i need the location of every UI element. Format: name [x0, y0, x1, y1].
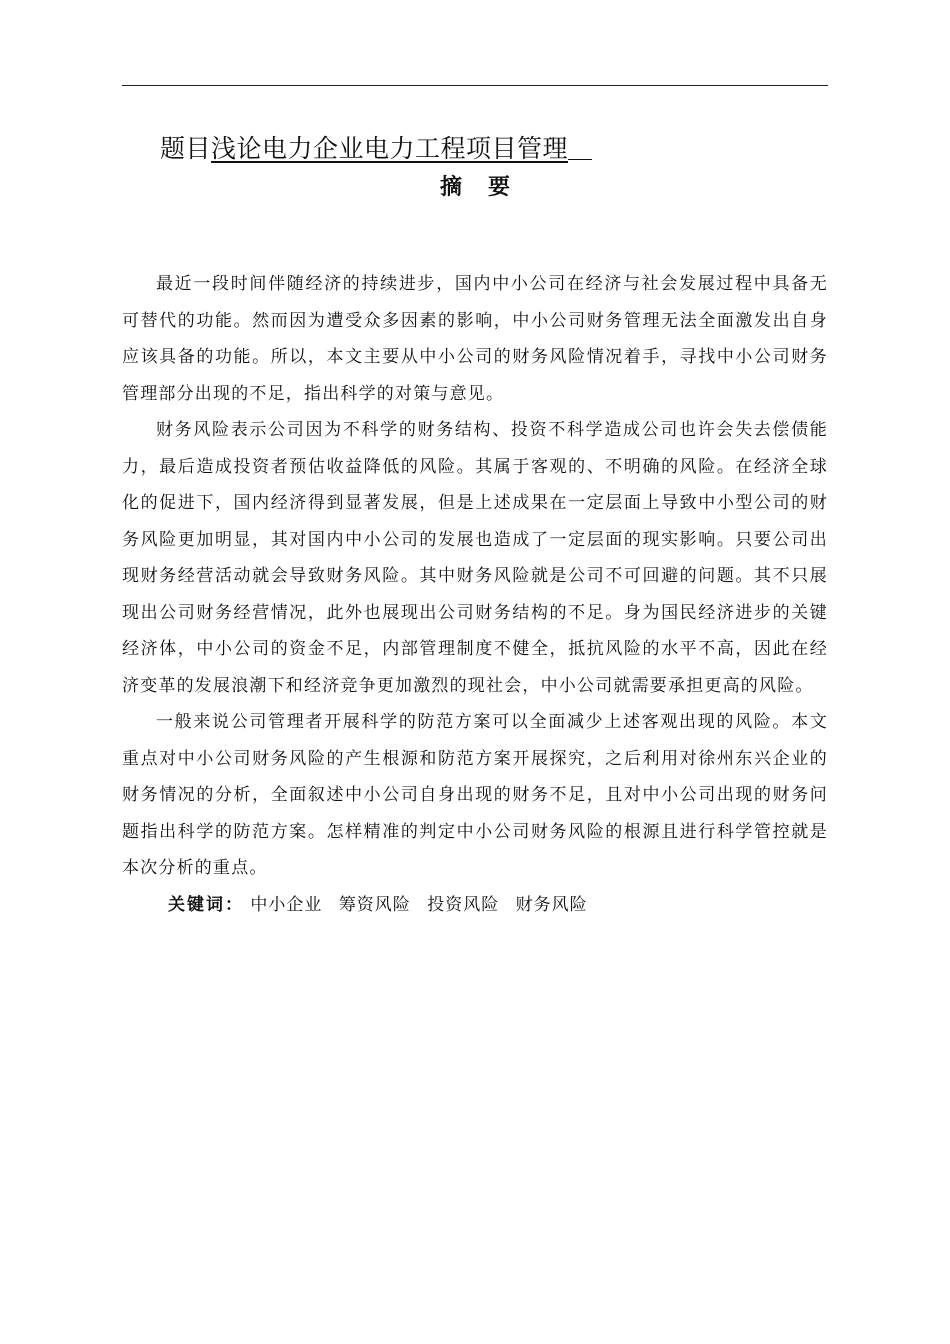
title-text: 浅论电力企业电力工程项目管理 [211, 134, 569, 163]
abstract-paragraph: 财务风险表示公司因为不科学的财务结构、投资不科学造成公司也许会失去偿债能力，最后造成投资者预估收益降低的风险。其属于客观的、不明确的风险。在经济全球化的促进下，国内经济得到显著发展，但是上述成果在一定层面上导致中小型公司的财务风险更加明显，其对国内中小公司的发展也造成了一定层面的现实影响。只要公司出现财务经营活动就会导致财务风险。其中财务风险就是公司不可回避的问题。其不只展现出公司财务经营情况，此外也展现出公司财务结构的不足。身为国民经济进步的关键经济体，中小公司的资金不足，内部管理制度不健全，抵抗风险的水平不高，因此在经济变革的发展浪潮下和经济竞争更加激烈的现社会，中小公司就需要承担更高的风险。 [122, 420, 828, 696]
document-title [160, 132, 592, 166]
keywords-label: 关键词： [168, 894, 244, 915]
title-underline-blank [568, 132, 592, 160]
keyword-item: 筹资风险 [338, 894, 411, 915]
keyword-item: 投资风险 [427, 894, 500, 915]
abstract-body [122, 266, 828, 923]
title-prefix: 题目 [160, 134, 212, 163]
keywords-line [122, 887, 828, 923]
header-rule [122, 85, 828, 86]
abstract-heading: 摘要 [439, 174, 536, 200]
keyword-item: 财务风险 [515, 894, 588, 915]
abstract-paragraph: 一般来说公司管理者开展科学的防范方案可以全面减少上述客观出现的风险。本文重点对中小公司财务风险的产生根源和防范方案开展探究，之后利用对徐州东兴企业的财务情况的分析，全面叙述中小公司自身出现的财务不足，且对中小公司出现的财务问题指出科学的防范方案。怎样精准的判定中小公司财务风险的根源且进行科学管控就是本次分析的重点。 [122, 712, 828, 878]
abstract-paragraph: 最近一段时间伴随经济的持续进步，国内中小公司在经济与社会发展过程中具备无可替代的功能。然而因为遭受众多因素的影响，中小公司财务管理无法全面激发出自身应该具备的功能。所以，本文主要从中小公司的财务风险情况着手，寻找中小公司财务管理部分出现的不足，指出科学的对策与意见。 [122, 274, 828, 404]
keyword-item: 中小企业 [250, 894, 323, 915]
